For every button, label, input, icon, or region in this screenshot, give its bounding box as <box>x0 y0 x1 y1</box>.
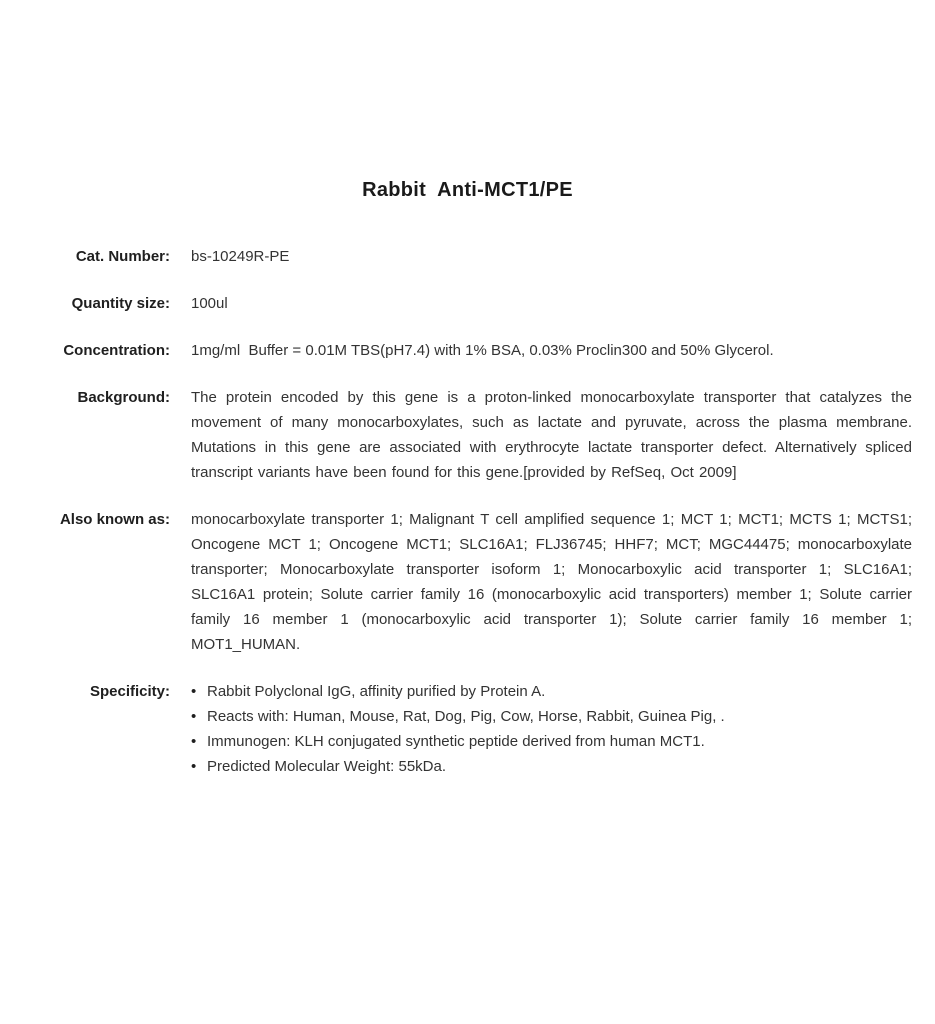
quantity-size-label: Quantity size: <box>71 295 170 312</box>
field-row-concentration <box>0 338 935 363</box>
field-row-also-known-as <box>0 507 935 657</box>
field-row-cat-number <box>0 244 935 269</box>
cat-number-label: Cat. Number: <box>75 248 170 265</box>
specificity-item-molecular-weight: Predicted Molecular Weight: 55kDa. <box>207 758 447 775</box>
bullet-icon: • <box>191 733 197 750</box>
field-row-background <box>0 385 935 485</box>
field-row-specificity <box>0 679 935 779</box>
list-item <box>191 754 912 779</box>
bullet-icon: • <box>191 683 197 700</box>
quantity-size-value: 100ul <box>191 295 228 312</box>
list-item <box>191 679 912 704</box>
also-known-as-label: Also known as: <box>59 511 170 528</box>
list-item <box>191 704 912 729</box>
bullet-icon: • <box>191 708 197 725</box>
concentration-value: 1mg/ml Buffer = 0.01M TBS(pH7.4) with 1% BSA, 0.03% Proclin300 and 50% Glycerol. <box>191 342 774 359</box>
bullet-icon: • <box>191 758 197 775</box>
cat-number-value: bs-10249R-PE <box>191 248 290 265</box>
background-label: Background: <box>77 389 170 406</box>
list-item <box>191 729 912 754</box>
also-known-as-value: monocarboxylate transporter 1; Malignant T cell amplified sequence 1; MCT 1; MCT1; MCTS 1; MCTS1; Oncogene MCT 1; Oncogene MCT1; SLC16A1; FLJ36745; HHF7; MCT; MGC44475; monocarboxylate transporter; Monocarboxylate transporter isoform 1; Monocarboxylic acid transporter 1; SLC16A1; SLC16A1 protein; Solute carrier family 16 (monocarboxylic acid transporters) member 1; Solute carrier family 16 member 1 (monocarboxylic acid transporter 1); Solute carrier family 16 member 1; MOT1_HUMAN. <box>191 511 912 653</box>
specificity-item-reactivity: Reacts with: Human, Mouse, Rat, Dog, Pig, Cow, Horse, Rabbit, Guinea Pig, . <box>207 708 725 725</box>
field-row-quantity-size <box>0 291 935 316</box>
page-title: Rabbit Anti-MCT1/PE <box>362 179 573 201</box>
specificity-item-clonality: Rabbit Polyclonal IgG, affinity purified by Protein A. <box>207 683 546 700</box>
background-value: The protein encoded by this gene is a proton-linked monocarboxylate transporter that catalyzes the movement of many monocarboxylates, such as lactate and pyruvate, across the plasma membrane. Mutations in this gene are associated with erythrocyte lactate transporter defect. Alternatively spliced transcript variants have been found for this gene.[provided by RefSeq, Oct 2009] <box>191 389 912 481</box>
concentration-label: Concentration: <box>63 342 170 359</box>
specificity-list <box>191 679 912 779</box>
specificity-item-immunogen: Immunogen: KLH conjugated synthetic peptide derived from human MCT1. <box>207 733 705 750</box>
specificity-label: Specificity: <box>89 683 170 700</box>
